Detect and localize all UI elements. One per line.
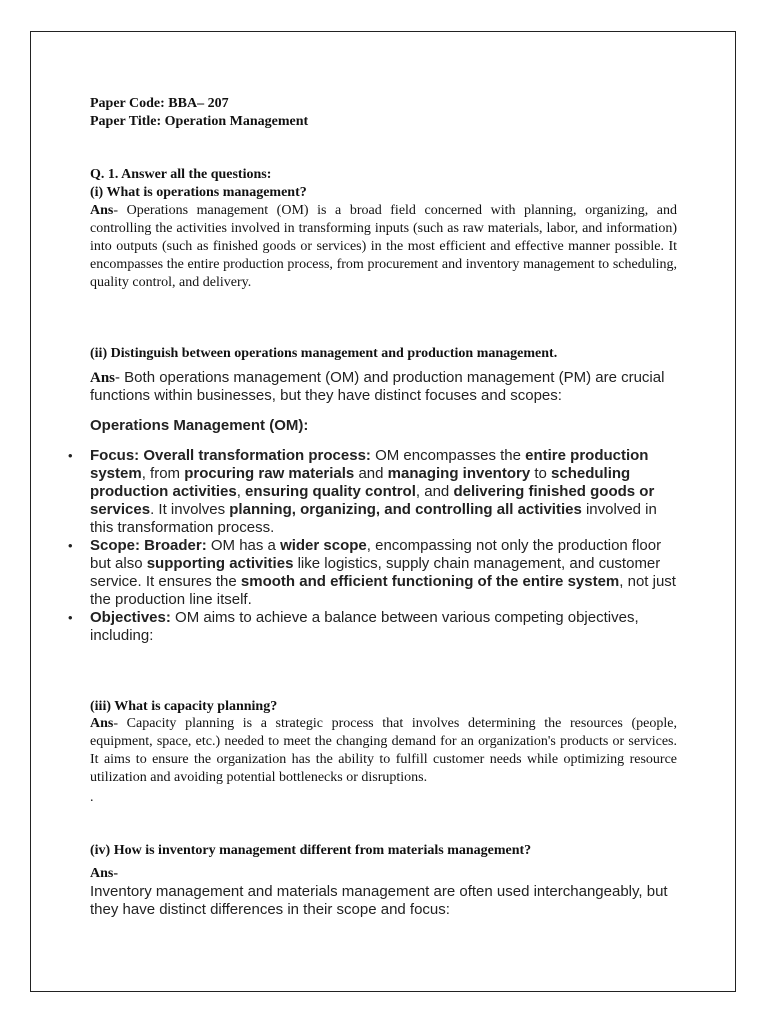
answer-i-text: - Operations management (OM) is a broad field concerned with planning, organizing, and controlling the activities involved in transforming inputs (such as raw materials, labor, and information) into outputs (such as finished goods or services) in the most efficient and effective manner possible. It encompasses the entire production process, from procurement and inventory management to scheduling, quality control, and delivery.: [90, 203, 677, 290]
question-i: (i) What is operations management?: [90, 185, 307, 200]
bullet-dot-icon: •: [68, 538, 73, 553]
paper-code: Paper Code: BBA– 207: [90, 96, 229, 111]
bullet-bold-text: planning, organizing, and controlling all activities: [229, 501, 582, 518]
answer-ii-text: - Both operations management (OM) and production management (PM) are crucial functions within businesses, but they have distinct focuses and scopes:: [90, 369, 665, 404]
bullet-bold-text: managing inventory: [387, 465, 531, 482]
question-iii: (iii) What is capacity planning?: [90, 699, 278, 714]
answer-ii: [90, 369, 677, 405]
bullet-bold-text: scheduling production activities: [90, 465, 631, 500]
answer-ii-label: Ans: [90, 370, 116, 386]
bullet-bold-text: wider scope: [280, 537, 367, 554]
om-bullet-item: [68, 537, 677, 609]
bullet-text: , from: [141, 465, 185, 482]
answer-i-label: Ans: [90, 203, 114, 218]
bullet-bold-text: delivering finished goods or services: [90, 483, 655, 518]
paper-header: [90, 95, 677, 131]
answer-iv-label: Ans-: [90, 866, 119, 881]
answer-iii-dot: .: [90, 790, 94, 805]
om-heading: Operations Management (OM):: [90, 417, 309, 434]
answer-iv-text: Inventory management and materials management are often used interchangeably, but they have distinct differences in their scope and focus:: [90, 883, 668, 918]
bullet-text: ,: [236, 483, 246, 500]
answer-iii: [90, 715, 677, 787]
bullet-text: involved in this transformation process.: [90, 501, 657, 536]
bullet-dot-icon: •: [68, 610, 73, 625]
bullet-text: like logistics, supply chain management, and customer service. It ensures the: [90, 555, 661, 590]
answer-iii-label: Ans: [90, 716, 114, 731]
bullet-bold-text: entire production system: [90, 447, 649, 482]
q1-heading: Q. 1. Answer all the questions:: [90, 167, 272, 182]
bullet-bold-text: Focus: Overall transformation process:: [90, 447, 371, 464]
om-bullet-item: [68, 447, 677, 537]
bullet-text: . It involves: [150, 501, 230, 518]
bullet-text: , and: [415, 483, 454, 500]
bullet-bold-text: ensuring quality control: [245, 483, 416, 500]
om-bullet-item: [68, 609, 677, 645]
bullet-text: OM aims to achieve a balance between various competing objectives, including:: [90, 609, 639, 644]
bullet-bold-text: procuring raw materials: [184, 465, 355, 482]
bullet-dot-icon: •: [68, 448, 73, 463]
bullet-bold-text: Scope: Broader:: [90, 537, 207, 554]
bullet-text: to: [530, 465, 552, 482]
question-iv: (iv) How is inventory management different from materials management?: [90, 843, 532, 858]
bullet-text: and: [354, 465, 388, 482]
answer-iii-text: - Capacity planning is a strategic process that involves determining the resources (people, equipment, space, etc.) needed to meet the changing demand for an organization's products or services. It aims to ensure the organization has the ability to fulfill customer needs while optimizing resource utilization and avoiding potential bottlenecks or disruptions.: [90, 716, 677, 785]
bullet-text: , encompassing not only the production floor but also: [90, 537, 662, 572]
bullet-bold-text: smooth and efficient functioning of the entire system: [240, 573, 620, 590]
bullet-text: OM has a: [206, 537, 281, 554]
om-bullet-list: [68, 447, 677, 645]
paper-title: Paper Title: Operation Management: [90, 114, 309, 129]
bullet-text: , not just the production line itself.: [90, 573, 676, 608]
bullet-bold-text: supporting activities: [146, 555, 294, 572]
answer-i: [90, 202, 677, 292]
bullet-bold-text: Objectives:: [90, 609, 171, 626]
bullet-text: OM encompasses the: [370, 447, 526, 464]
question-ii: (ii) Distinguish between operations management and production management.: [90, 346, 558, 361]
